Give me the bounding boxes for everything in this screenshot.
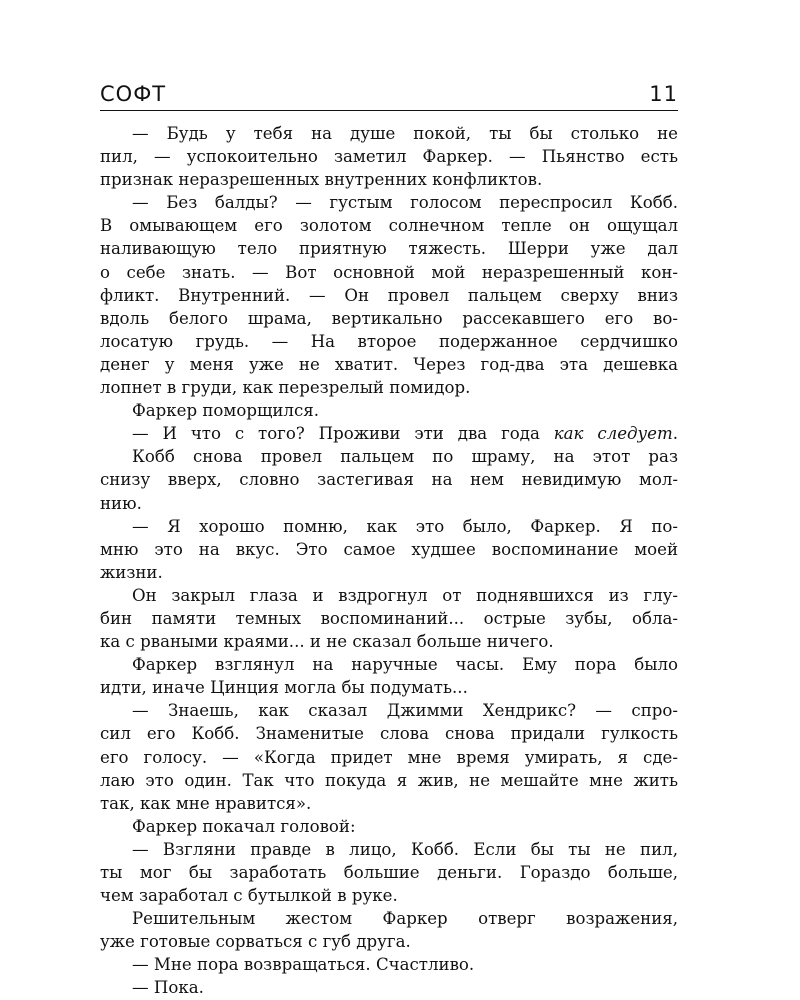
running-title: СОФТ bbox=[100, 82, 167, 106]
text-line bbox=[100, 353, 678, 376]
trailing-punctuation: . bbox=[672, 424, 678, 444]
text-line bbox=[100, 653, 678, 676]
text-line bbox=[100, 376, 678, 399]
text-line-content: — Взгляни правде в лицо, Кобб. Если бы ты не пил, bbox=[132, 839, 678, 859]
text-line-content: В омывающем его золотом солнечном тепле он ощущал bbox=[100, 216, 678, 236]
text-line-content: признак неразрешенных внутренних конфликтов. bbox=[100, 170, 543, 190]
text-line-content: снизу вверх, словно застегивая на нем невидимую мол- bbox=[100, 470, 678, 490]
text-line bbox=[100, 769, 678, 792]
text-line-content: ты мог бы заработать большие деньги. Гораздо больше, bbox=[100, 863, 678, 882]
text-line bbox=[100, 561, 678, 584]
text-line-content: Фаркер покачал головой: bbox=[132, 816, 356, 836]
text-line bbox=[100, 422, 678, 445]
text-line bbox=[100, 953, 678, 976]
text-line bbox=[100, 145, 678, 168]
emphasis-text: как следует bbox=[553, 424, 673, 444]
text-line bbox=[100, 746, 678, 769]
text-line-content: — Без балды? — густым голосом переспросил Кобб. bbox=[132, 193, 678, 213]
text-line-content: лопнет в груди, как перезрелый помидор. bbox=[100, 378, 471, 398]
text-line bbox=[100, 676, 678, 699]
text-line bbox=[100, 907, 678, 930]
text-line bbox=[100, 284, 678, 307]
text-line bbox=[100, 261, 678, 284]
text-line bbox=[100, 168, 678, 191]
running-header bbox=[100, 80, 678, 111]
text-line-content: о себе знать. — Вот основной мой неразрешенный кон- bbox=[100, 262, 678, 282]
text-line-content: фликт. Внутренний. — Он провел пальцем сверху вниз bbox=[100, 285, 678, 305]
text-line bbox=[100, 538, 678, 561]
text-line-content: денег у меня уже не хватит. Через год-два эта дешевка bbox=[100, 354, 678, 374]
text-line bbox=[100, 976, 678, 999]
text-line bbox=[100, 445, 678, 468]
text-line bbox=[100, 214, 678, 237]
text-line bbox=[100, 468, 678, 491]
text-line-content: бин памяти темных воспоминаний... острые зубы, обла- bbox=[100, 608, 678, 628]
text-line bbox=[100, 191, 678, 214]
text-line-content: Фаркер взглянул на наручные часы. Ему пора было bbox=[132, 655, 678, 675]
text-line-content: — Пока. bbox=[132, 978, 204, 998]
text-line-content: Кобб снова провел пальцем по шраму, на этот раз bbox=[132, 447, 678, 467]
text-line bbox=[100, 630, 678, 653]
text-line-content: лаю это один. Так что покуда я жив, не мешайте мне жить bbox=[100, 770, 678, 790]
text-line bbox=[100, 861, 678, 884]
text-line-content: жизни. bbox=[100, 562, 163, 582]
text-line bbox=[100, 815, 678, 838]
text-line-content: наливающую тело приятную тяжесть. Шерри уже дал bbox=[100, 239, 678, 259]
text-line bbox=[100, 237, 678, 260]
text-line-content: Решительным жестом Фаркер отверг возражения, bbox=[132, 909, 678, 929]
text-line-content: так, как мне нравится». bbox=[100, 793, 312, 813]
body-text bbox=[100, 122, 678, 1000]
text-line bbox=[100, 399, 678, 422]
text-line-content: — Знаешь, как сказал Джимми Хендрикс? — спро- bbox=[132, 701, 678, 721]
text-line-content: вдоль белого шрама, вертикально рассекавшего его во- bbox=[100, 308, 678, 328]
text-line bbox=[100, 330, 678, 353]
text-line-content: уже готовые сорваться с губ друга. bbox=[100, 932, 411, 952]
text-line bbox=[100, 722, 678, 745]
text-line bbox=[100, 930, 678, 953]
text-line-content: Он закрыл глаза и вздрогнул от поднявшихся из глу- bbox=[132, 585, 678, 605]
text-line-content: — Мне пора возвращаться. Счастливо. bbox=[132, 955, 475, 975]
text-line-content: мню это на вкус. Это самое худшее воспоминание моей bbox=[100, 539, 678, 559]
text-line-content: идти, иначе Цинция могла бы подумать... bbox=[100, 678, 468, 698]
text-line bbox=[100, 307, 678, 330]
text-line-content: пил, — успокоительно заметил Фаркер. — Пьянство есть bbox=[100, 147, 678, 167]
text-line bbox=[100, 838, 678, 861]
text-line-content: лосатую грудь. — На второе подержанное сердчишко bbox=[100, 331, 678, 351]
text-line bbox=[100, 884, 678, 907]
text-line bbox=[100, 792, 678, 815]
text-line-content: его голосу. — «Когда придет мне время умирать, я сде- bbox=[100, 747, 678, 767]
text-line-content: ка с рваными краями... и не сказал больше ничего. bbox=[100, 632, 554, 652]
text-line bbox=[100, 492, 678, 515]
text-line-content: Фаркер поморщился. bbox=[132, 401, 320, 421]
text-line-content: нию. bbox=[100, 493, 142, 513]
text-line-content: чем заработал с бутылкой в руке. bbox=[100, 886, 398, 906]
page-number: 11 bbox=[649, 82, 678, 106]
text-line-content: — Будь у тебя на душе покой, ты бы столько не bbox=[132, 124, 678, 143]
text-line-content: — И что с того? Проживи эти два года bbox=[132, 424, 554, 444]
text-line bbox=[100, 122, 678, 145]
text-line bbox=[100, 515, 678, 538]
text-line-content: — Я хорошо помню, как это было, Фаркер. Я по- bbox=[132, 516, 678, 536]
text-line bbox=[100, 699, 678, 722]
text-line-content: сил его Кобб. Знаменитые слова снова придали гулкость bbox=[100, 724, 678, 744]
text-line bbox=[100, 607, 678, 630]
text-line bbox=[100, 584, 678, 607]
